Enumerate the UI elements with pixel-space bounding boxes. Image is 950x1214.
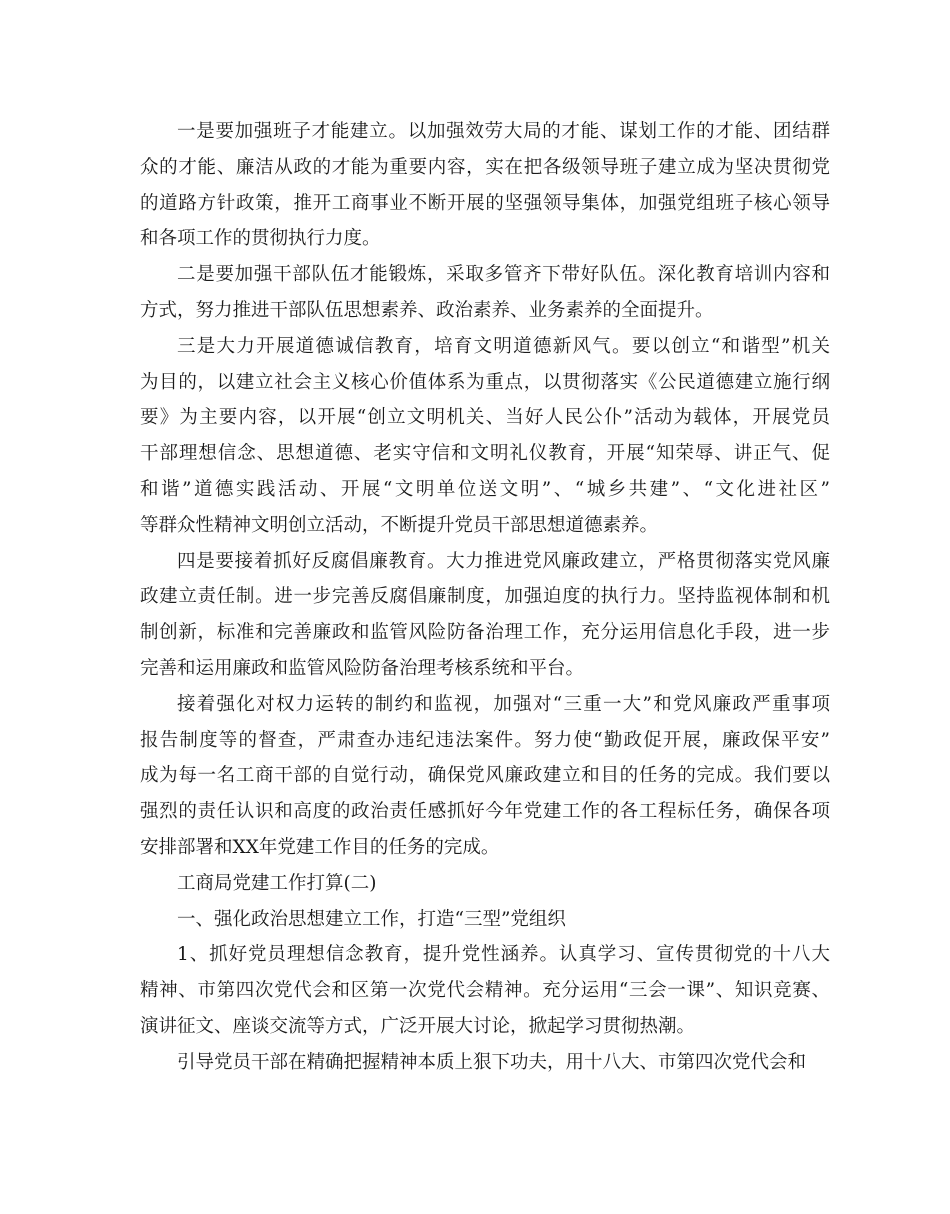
- paragraph-line: 完善和运用廉政和监管风险防备治理考核系统和平台。: [140, 657, 585, 679]
- paragraph-line: 引导党员干部在精确把握精神本质上狠下功夫，用十八大、市第四次党代会和: [177, 1051, 807, 1073]
- paragraph-line: 方式，努力推进干部队伍思想素养、政治素养、业务素养的全面提升。: [140, 299, 714, 321]
- paragraph-line: 一是要加强班子才能建立。以加强效劳大局的才能、谋划工作的才能、团结群: [177, 121, 830, 142]
- paragraph-line: 成为每一名工商干部的自觉行动，确保党风廉政建立和目的任务的完成。我们要以: [140, 765, 830, 787]
- paragraph-line: 接着强化对权力运转的制约和监视，加强对“三重一大”和党风廉政严重事项: [177, 693, 830, 715]
- paragraph: [140, 544, 830, 687]
- paragraph-line: 工商局党建工作打算(二): [177, 872, 377, 894]
- paragraph-line: 1、抓好党员理想信念教育，提升党性涵养。认真学习、宣传贯彻党的十八大: [177, 944, 830, 966]
- paragraph-line: 等群众性精神文明创立活动，不断提升党员干部思想道德素养。: [140, 514, 659, 536]
- paragraph-line: 和谐”道德实践活动、开展“文明单位送文明”、“城乡共建”、“文化进社区”: [140, 478, 830, 500]
- paragraph-line: 二是要加强干部队伍才能锻炼，采取多管齐下带好队伍。深化教育培训内容和: [177, 264, 830, 286]
- paragraph: [140, 257, 830, 329]
- paragraph: [140, 1045, 830, 1081]
- paragraph-line: 演讲征文、座谈交流等方式，广泛开展大讨论，掀起学习贯彻热潮。: [140, 1015, 696, 1037]
- paragraph-line: 为目的，以建立社会主义核心价值体系为重点，以贯彻落实《公民道德建立施行纲: [140, 371, 830, 393]
- paragraph-line: 制创新，标准和完善廉政和监管风险防备治理工作，充分运用信息化手段，进一步: [140, 622, 830, 644]
- paragraph-line: 强烈的责任认识和高度的政治责任感抓好今年党建工作的各工程标任务，确保各项: [140, 801, 830, 823]
- paragraph: [140, 114, 830, 257]
- paragraph-line: 一、强化政治思想建立工作，打造“三型”党组织: [177, 908, 566, 930]
- paragraph-line: 政建立责任制。进一步完善反腐倡廉制度，加强迫度的执行力。坚持监视体制和机: [140, 586, 830, 608]
- paragraph-line: 三是大力开展道德诚信教育，培育文明道德新风气。要以创立“和谐型”机关: [177, 335, 830, 357]
- paragraph: [140, 937, 830, 1044]
- paragraph: [140, 866, 830, 902]
- paragraph-line: 报告制度等的督查，严肃查办违纪违法案件。努力使“勤政促开展，廉政保平安”: [140, 729, 830, 751]
- paragraph-line: 要》为主要内容，以开展“创立文明机关、当好人民公仆”活动为载体，开展党员: [140, 407, 830, 429]
- paragraph: [140, 687, 830, 866]
- paragraph-line: 的道路方针政策，推开工商事业不断开展的坚强领导集体，加强党组班子核心领导: [140, 192, 830, 214]
- paragraph: [140, 329, 830, 544]
- paragraph-line: 精神、市第四次党代会和区第一次党代会精神。充分运用“三会一课”、知识竞赛、: [140, 980, 830, 1002]
- paragraph-line: 和各项工作的贯彻执行力度。: [140, 228, 381, 250]
- paragraph: [140, 902, 830, 938]
- paragraph-line: 干部理想信念、思想道德、老实守信和文明礼仪教育，开展“知荣辱、讲正气、促: [140, 443, 830, 465]
- document-body: [140, 114, 830, 1081]
- paragraph-line: 安排部署和XX年党建工作目的任务的完成。: [140, 836, 500, 858]
- paragraph-line: 四是要接着抓好反腐倡廉教育。大力推进党风廉政建立，严格贯彻落实党风廉: [177, 550, 830, 572]
- paragraph-line: 众的才能、廉洁从政的才能为重要内容，实在把各级领导班子建立成为坚决贯彻党: [140, 156, 830, 178]
